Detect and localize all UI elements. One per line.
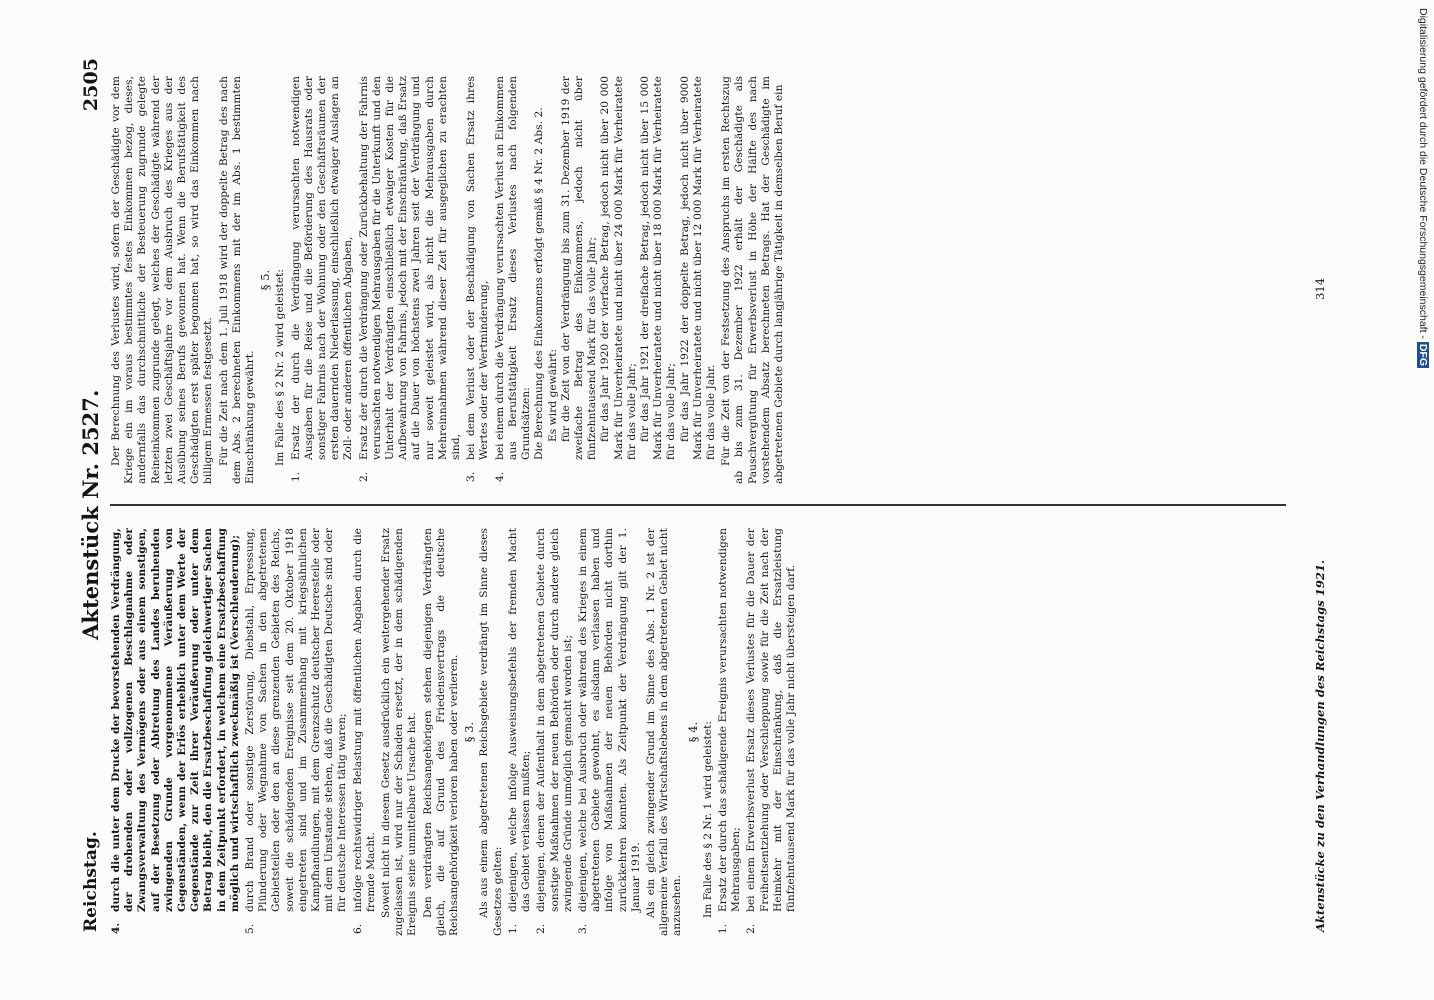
item-number: 1. bbox=[289, 471, 302, 482]
item-text: bei dem Verlust oder der Beschädigung von Sachen Ersatz ihres Wertes oder der Wertminderung, bbox=[465, 76, 491, 460]
item-subtext: Es wird gewährt: bbox=[546, 348, 559, 442]
signature-number: 314 bbox=[1313, 277, 1327, 300]
paragraph: Den verdrängten Reichsangehörigen stehen diejenigen Verdrängten gleich, die auf Grund des Friedensvertrags die deutsche Reichsangehörigkeit verloren haben oder verlieren. bbox=[421, 528, 461, 936]
item-number: 3. bbox=[465, 471, 478, 482]
paragraph: Für die Zeit nach dem 1. Juli 1918 wird der doppelte Betrag des nach dem Abs. 2 berechneten Einkommens mit der im Abs. 1 bestimmten Einschränkung gewährt. bbox=[217, 76, 257, 484]
paragraph: Im Falle des § 2 Nr. 1 wird geleistet: bbox=[701, 720, 714, 918]
item-text: bei einem Erwerbsverlust Ersatz dieses Verlustes für die Dauer der Freiheitsentziehung oder Verschleppung sowie für die Zeit nach der Heimkehr mit der Einschränkung, daß die Ersatzleistung fünfzehntausend Mark für das volle Jahr nicht übersteigen darf. bbox=[745, 528, 797, 912]
item-number: 4. bbox=[110, 922, 122, 934]
item-number: 5. bbox=[244, 923, 257, 934]
item-text: Ersatz der durch die Verdrängung verursachten notwendigen Ausgaben für die Reise und die Beförderung des Hausrats oder sonstiger Fahrnis nach der Wohnung oder den Geschäftsräumen der ersten dauernden Niederlassung, einschließlich etwaiger Auslagen an Zoll- oder anderen öffentlichen Abgaben, bbox=[289, 76, 355, 460]
left-column bbox=[110, 528, 1290, 936]
list-item bbox=[465, 76, 491, 484]
item-number: 4. bbox=[493, 471, 506, 482]
item-subtext: für das Jahr 1922 der doppelte Betrag, jedoch nicht über 9000 Mark für Unverheiratete und nicht über 12 000 Mark für Verheiratete für das volle Jahr. bbox=[678, 76, 717, 460]
footer-source: Aktenstücke zu den Verhandlungen des Reichstags 1921. bbox=[1313, 559, 1327, 932]
list-item bbox=[717, 528, 743, 936]
item-text: diejenigen, welche infolge Ausweisungsbefehls der fremden Macht das Gebiet verlassen mußten; bbox=[506, 528, 533, 912]
list-item bbox=[244, 528, 350, 936]
digitization-text: Digitalisierung gefördert durch die Deutsche Forschungsgemeinschaft - bbox=[1417, 8, 1429, 342]
item-number: 6. bbox=[351, 923, 364, 934]
item-text: Ersatz der durch die Verdrängung oder Zurückbehaltung der Fahrnis verursachten notwendigen Mehrausgaben für die Unterkunft und den Unterhalt der Verdrängten einschließlich etwaiger Kosten für die Aufbewahrung von Fahrnis, jedoch mit der Einschränkung, daß Ersatz auf die Dauer von höchstens zwei Jahren seit der Verdrängung und nur soweit geleistet wird, als nicht die Mehrausgaben durch Mehreinnahmen während dieser Zeit für ausgeglichen zu erachten sind, bbox=[357, 76, 463, 460]
item-text: diejenigen, welche bei Ausbruch oder während des Krieges in einem abgetretenen Gebiete gewohnt, es alsdann verlassen haben und infolge von Maßnahmen der neuen Behörden nicht dorthin zurückkehren konnten. Als Zeitpunkt der Verdrängung gilt der 1. Januar 1919. bbox=[576, 528, 642, 912]
paragraph: Für die Zeit von der Festsetzung des Anspruchs im ersten Rechtszug ab bis zum 31. Dezember 1922 erhält der Geschädigte als Pauschvergütung für Erwerbsverlust in Höhe der Hälfte des nach vorstehendem Absatz berechneten Betrags. Hat der Geschädigte im abgetretenen Gebiete durch langjährige Tätigkeit in demselben Beruf ein bbox=[720, 76, 785, 484]
paragraph: Im Falle des § 2 Nr. 2 wird geleistet: bbox=[274, 268, 287, 466]
list-item bbox=[535, 528, 575, 936]
section-heading: § 5. bbox=[258, 269, 273, 291]
list-item bbox=[352, 528, 378, 936]
header-title: Aktenstück Nr. 2527. bbox=[78, 389, 103, 640]
item-number: 2. bbox=[745, 923, 758, 934]
section-heading: § 4. bbox=[685, 721, 700, 743]
item-text: durch Brand oder sonstige Zerstörung, Diebstahl, Erpressung, Plünderung oder Wegnahme von Sachen in den abgetretenen Gebietsteilen oder den an diese grenzenden Gebieten des Reichs, soweit die schädigenden Ereignisse seit dem 20. Oktober 1918 eingetreten sind und im Zusammenhang mit kriegsähnlichen Kampfhandlungen, mit dem Grenzschutz deutscher Heeresteile oder mit dem Umstande stehen, daß die Geschädigten Deutsche sind oder für deutsche Interessen tätig waren; bbox=[244, 528, 349, 912]
paragraph: Als aus einem abgetretenen Reichsgebiete verdrängt im Sinne dieses Gesetzes gelten: bbox=[478, 528, 504, 936]
item-text: Ersatz der durch das schädigende Ereignis verursachten notwendigen Mehrausgaben; bbox=[716, 528, 743, 912]
list-item bbox=[494, 76, 718, 484]
dfg-logo: DFG bbox=[1417, 343, 1429, 367]
header-left: Reichstag. bbox=[81, 831, 101, 932]
item-number: 2. bbox=[535, 923, 548, 934]
column-divider bbox=[110, 504, 1286, 506]
list-item bbox=[290, 76, 356, 484]
item-subtext: für die Zeit von der Verdrängung bis zum 31. Dezember 1919 der zweifache Betrag des Einkommens, jedoch nicht über fünfzehntausend Mark für das volle Jahr; bbox=[559, 76, 599, 460]
item-text: durch die unter dem Drucke der bevorstehenden Verdrängung, der drohenden oder vollzogenen Beschlagnahme oder Zwangsverwaltung des Vermögens oder aus einem sonstigen, auf der Besetzung oder Abtretung des Landes beruhenden zwingenden Grunde vorgenommene Veräußerung von Gegenständen, wenn der Erlös erheblich unter dem Werte der Gegenstände zur Zeit ihrer Veräußerung oder unter dem Betrag bleibt, den die Ersatzbeschaffung gleichwertiger Sachen in dem Zeitpunkt erfordert, in welchem eine Ersatzbeschaffung möglich und wirtschaftlich zweckmäßig ist (Verschleuderung); bbox=[110, 528, 241, 912]
item-subtext: für das Jahr 1920 der vierfache Betrag, jedoch nicht über 20 000 Mark für Unverheiratete und nicht über 24 000 Mark für Verheiratete für das volle Jahr; bbox=[599, 76, 638, 460]
paragraph: Als ein gleich zwingender Grund im Sinne des Abs. 1 Nr. 2 ist der allgemeine Verfall des Wirtschaftslebens in dem abgetretenen Gebiet nicht anzusehen. bbox=[644, 528, 684, 936]
list-item bbox=[577, 528, 643, 936]
item-number: 3. bbox=[576, 923, 589, 934]
paragraph: Soweit nicht in diesem Gesetz ausdrücklich ein weitergehender Ersatz zugelassen ist, wird nur der Schaden ersetzt, der in dem schädigenden Ereignis seine unmittelbare Ursache hat. bbox=[380, 528, 419, 936]
list-item bbox=[358, 76, 464, 484]
list-item bbox=[507, 528, 533, 936]
item-number: 2. bbox=[357, 471, 370, 482]
item-number: 1. bbox=[506, 923, 519, 934]
digitization-note bbox=[1417, 8, 1429, 568]
item-number: 1. bbox=[716, 923, 729, 934]
page-number: 2505 bbox=[80, 58, 102, 112]
list-item bbox=[745, 528, 798, 936]
page-footer bbox=[1308, 52, 1332, 940]
list-item bbox=[110, 528, 242, 936]
item-text: bei einem durch die Verdrängung verursachten Verlust an Einkommen aus Berufstätigkeit Ersatz dieses Verlustes nach folgenden Grundsätzen: bbox=[493, 76, 533, 460]
section-heading: § 3. bbox=[462, 721, 477, 743]
right-column bbox=[110, 76, 1290, 484]
item-text: diejenigen, denen der Aufenthalt in dem abgetretenen Gebiete durch sonstige Maßnahmen der neuen Behörden oder durch andere gleich zwingende Gründe unmöglich gemacht worden ist; bbox=[535, 528, 574, 912]
page-header bbox=[76, 52, 106, 940]
item-text: infolge rechtswidriger Belastung mit öffentlichen Abgaben durch die fremde Macht. bbox=[351, 528, 377, 912]
item-subtext: für das Jahr 1921 der dreifache Betrag, jedoch nicht über 15 000 Mark für Unverheiratete und nicht über 18 000 Mark für Verheiratete für das volle Jahr; bbox=[638, 76, 678, 460]
digitization-strip bbox=[1408, 0, 1434, 1000]
item-subtext: Die Berechnung des Einkommens erfolgt gemäß § 4 Nr. 2 Abs. 2. bbox=[533, 107, 546, 460]
paragraph: Der Berechnung des Verlustes wird, sofern der Geschädigte vor dem Kriege ein im voraus bestimmtes festes Einkommen bezog, dieses, andernfalls das durchschnittliche der Besteuerung zugrunde gelegte Reineinkommen zugrunde gelegt, welches der Geschädigte während der letzten zwei Geschäftsjahre vor dem Ausbruch des Krieges aus der Ausübung seines Berufs gewonnen hat. Wenn die Berufstätigkeit des Geschädigten erst später begonnen hat, so wird das Einkommen nach billigem Ermessen festgesetzt. bbox=[110, 76, 215, 484]
rotated-document-page bbox=[76, 52, 1342, 940]
